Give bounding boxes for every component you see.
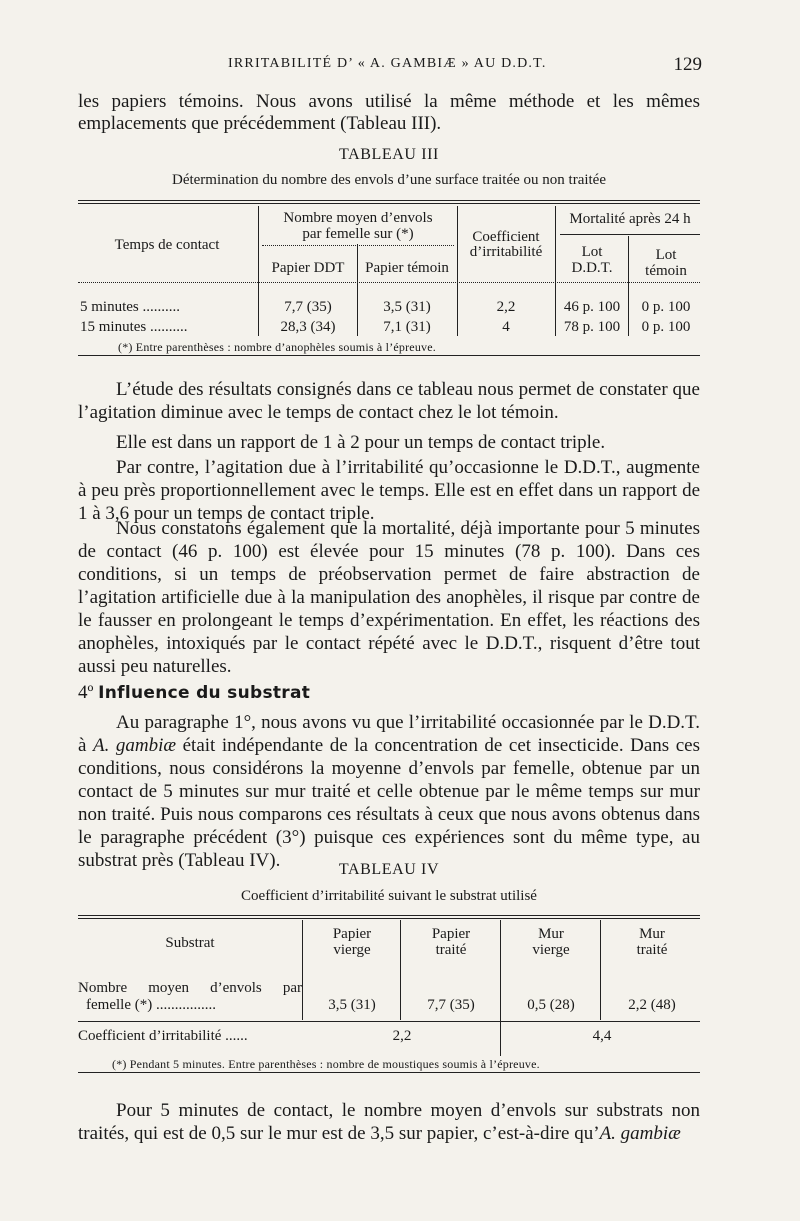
intro-line-1: les papiers témoins. Nous avons utilisé la même méthode et les mêmes	[78, 91, 700, 112]
t4-row2-val2: 4,4	[592, 1028, 612, 1044]
table4-vline-2	[400, 920, 401, 1020]
running-head: IRRITABILITÉ D’ « A. GAMBIÆ » AU D.D.T.	[228, 56, 547, 71]
t3-head-coef-l1: Coefficient	[472, 229, 540, 245]
t3-head-mortalite: Mortalité après 24 h	[569, 211, 691, 227]
t4-head-col4-l1: Mur	[639, 926, 665, 942]
t3-row2-temoin: 7,1 (31)	[383, 319, 431, 335]
t3-row2-contact: 15 minutes ..........	[80, 319, 188, 335]
t3-head-papier-ddt: Papier DDT	[271, 260, 345, 276]
table4-subtitle: Coefficient d’irritabilité suivant le substrat utilisé	[241, 888, 537, 904]
t4-head-col3-l1: Mur	[538, 926, 564, 942]
species-name: A. gambiæ	[92, 735, 177, 756]
para-final-part1: Pour 5 minutes de contact, le nombre moyen d’envols sur substrats non traités, qui est de 0,5 sur le mur est de 3,5 sur papier, c’est-à-dire qu’	[78, 1100, 700, 1144]
para-par-contre: Par contre, l’agitation due à l’irritabilité qu’occasionne le D.D.T., augmente à peu près proportionnellement avec le temps. Elle est en effet dans un rapport de 1 à 3,6 pour un temps de contact triple.	[78, 457, 700, 524]
t3-row2-coef: 4	[502, 319, 510, 335]
section-title: Influence du substrat	[98, 683, 311, 703]
running-header	[78, 56, 702, 80]
para-rapport: Elle est dans un rapport de 1 à 2 pour un temps de contact triple.	[116, 432, 606, 453]
t3-row2-mort-temoin: 0 p. 100	[641, 319, 691, 335]
table3-header-rule	[78, 282, 700, 283]
t3-head-lot-ddt-l1: Lot	[581, 244, 603, 260]
page-number: 129	[673, 54, 702, 75]
table3-bottom-rule	[78, 355, 700, 356]
t4-row1-label-l2: femelle (*) ................	[86, 997, 216, 1013]
t3-row1-temoin: 3,5 (31)	[383, 299, 431, 315]
t4-row1-val4: 2,2 (48)	[628, 997, 676, 1013]
t4-row1-val2: 7,7 (35)	[427, 997, 475, 1013]
table4-vline-4	[600, 920, 601, 1020]
para-substrat-part1: Au paragraphe 1°, nous avons vu que l’irritabilité occasionnée par le D.D.T. à	[78, 712, 700, 756]
t4-head-col4-l2: traité	[636, 942, 668, 958]
t4-head-substrat: Substrat	[165, 935, 215, 951]
table3-top-rule	[78, 200, 700, 201]
table4-top-rule	[78, 915, 700, 916]
table3-sub-rule-2	[560, 234, 700, 235]
para-substrat	[78, 711, 700, 872]
section-number: 4º	[78, 682, 94, 703]
table3-sub-rule-1	[262, 245, 454, 246]
t4-row2-label: Coefficient d’irritabilité ......	[78, 1028, 248, 1044]
t3-head-lot-temoin-l2: témoin	[645, 263, 687, 279]
table3-subtitle: Détermination du nombre des envols d’une surface traitée ou non traitée	[171, 172, 606, 188]
table4-vline-1	[302, 920, 303, 1020]
species-name-2: A. gambiæ	[599, 1123, 681, 1144]
t3-head-nombre-l1: Nombre moyen d’envols	[283, 210, 433, 226]
t4-row1-label-l1: Nombre moyen d’envols par	[78, 980, 302, 996]
table4-title: TABLEAU IV	[338, 861, 440, 878]
table3-title: TABLEAU III	[339, 146, 439, 163]
t4-head-col1-l1: Papier	[332, 926, 372, 942]
table4-top-rule-2	[78, 918, 700, 919]
t4-head-col1-l2: vierge	[333, 942, 371, 958]
table3-note: (*) Entre parenthèses : nombre d’anophèles soumis à l’épreuve.	[118, 340, 436, 354]
table3-vline-1	[258, 206, 259, 336]
t3-row1-coef: 2,2	[496, 299, 516, 315]
table3-vline-3	[457, 206, 458, 336]
t3-head-lot-temoin-l1: Lot	[655, 247, 677, 263]
para-substrat-part2: était indépendante de la concentration de cet insecticide. Dans ces conditions, nous considérons la moyenne d’envols par femelle, obtenue par un contact de 5 minutes sur mur traité et celle obtenue par le même temps sur mur non traité. Puis nous comparons ces résultats à ceux que nous avons obtenus dans le paragraphe précédent (3°) puisque ces expériences sont du même type, au substrat près (Tableau IV).	[78, 735, 700, 871]
t3-row1-mort-temoin: 0 p. 100	[641, 299, 691, 315]
t4-row1-val1: 3,5 (31)	[328, 997, 376, 1013]
table3-top-rule-2	[78, 203, 700, 204]
table3-vline-4	[555, 206, 556, 336]
t3-head-contact: Temps de contact	[114, 237, 220, 253]
t4-row1-val3: 0,5 (28)	[527, 997, 575, 1013]
t3-row2-ddt: 28,3 (34)	[280, 319, 336, 335]
table4-vline-3	[500, 920, 501, 1056]
t4-head-col3-l2: vierge	[532, 942, 570, 958]
table4-bottom-rule	[78, 1072, 700, 1073]
para-etude: L’étude des résultats consignés dans ce tableau nous permet de constater que l’agitation diminue avec le temps de contact chez le lot témoin.	[78, 379, 700, 423]
t3-head-coef-l2: d’irritabilité	[469, 244, 543, 260]
table4-note: (*) Pendant 5 minutes. Entre parenthèses : nombre de moustiques soumis à l’épreuve.	[112, 1057, 540, 1071]
para-final	[78, 1099, 700, 1145]
table4-mid-rule	[78, 1021, 700, 1022]
para-mortalite: Nous constatons également que la mortalité, déjà importante pour 5 minutes de contact (46 p. 100) est élevée pour 15 minutes (78 p. 100). Dans ces conditions, si un temps de préobservation permet de faire abstraction de l’agitation artificielle due à la manipulation des anophèles, il risque par contre de le fausser en prolongeant le temps d’expérimentation. En effet, les réactions des anophèles, intoxiqués par le contact répété avec le D.D.T., risquent d’être tout aussi peu naturelles.	[78, 518, 700, 677]
t4-head-col2-l1: Papier	[431, 926, 471, 942]
t3-head-nombre-l2: par femelle sur (*)	[302, 226, 414, 242]
t4-head-col2-l2: traité	[435, 942, 467, 958]
t3-head-lot-ddt-l2: D.D.T.	[571, 260, 613, 276]
t3-head-papier-temoin: Papier témoin	[365, 260, 449, 276]
t4-row2-val1: 2,2	[392, 1028, 412, 1044]
intro-line-2: emplacements que précédemment (Tableau III).	[78, 113, 442, 134]
t3-row1-ddt: 7,7 (35)	[284, 299, 332, 315]
t3-row2-mort-ddt: 78 p. 100	[563, 319, 621, 335]
t3-row1-contact: 5 minutes ..........	[80, 299, 180, 315]
section-heading	[78, 682, 310, 704]
t3-row1-mort-ddt: 46 p. 100	[563, 299, 621, 315]
